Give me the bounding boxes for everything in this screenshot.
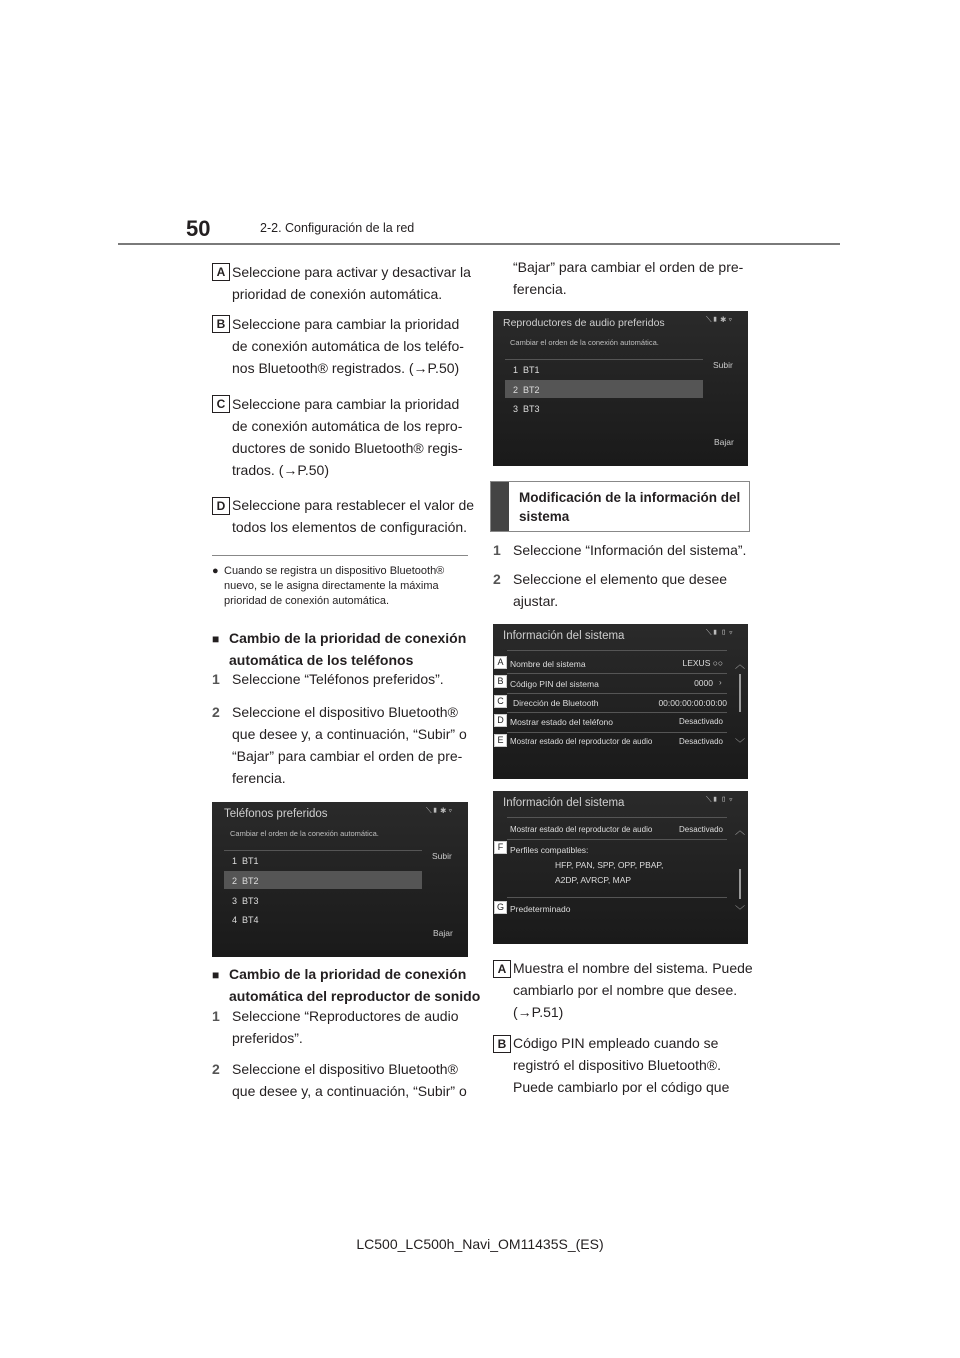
item-a-text: Seleccione para activar y desactivar la prioridad de conexión automática. — [232, 264, 471, 302]
row-audio-status-value[interactable]: Desactivado — [678, 737, 723, 746]
divider — [507, 673, 727, 674]
scrollbar[interactable] — [739, 869, 741, 899]
label-b: B — [212, 315, 230, 333]
divider — [507, 693, 727, 694]
row-phone-status[interactable]: Mostrar estado del teléfono — [510, 717, 614, 727]
desc-label-b: B — [493, 1035, 511, 1053]
profiles-line-1: HFP, PAN, SPP, OPP, PBAP, — [555, 860, 664, 870]
audio-row-1[interactable]: 1 BT1 — [513, 365, 540, 375]
row-pin-code-value: 0000 — [694, 678, 713, 688]
row-audio-status[interactable]: Mostrar estado del reproductor de audio — [510, 737, 653, 746]
item-b-text: Seleccione para cambiar la prioridad de conexión automática de los teléfo- nos Bluetooth® registrados. (→P.50) — [232, 316, 464, 376]
profiles-line-2: A2DP, AVRCP, MAP — [555, 875, 632, 885]
status-icons: ⟍▮ ✱ ▿ — [706, 315, 733, 324]
status-icons: ⟍▮ ▯ ▿ — [706, 795, 733, 804]
up-button[interactable]: Subir — [713, 360, 733, 370]
section1-title: Cambio de la prioridad de conexión automática de los teléfonos — [229, 630, 467, 668]
chevron-down-icon[interactable]: ﹀ — [735, 906, 745, 917]
section1-step1-num: 1 — [212, 671, 220, 687]
audio-row-2[interactable]: 2 BT2 — [513, 385, 540, 395]
item-d-text: Seleccione para restablecer el valor de todos los elementos de configuración. — [232, 497, 475, 535]
row-audio-status[interactable]: Mostrar estado del reproductor de audio — [510, 825, 653, 834]
chevron-up-icon[interactable]: ︿ — [735, 826, 745, 837]
desc-b-text: Código PIN empleado cuando se registró el dispositivo Bluetooth®. Puede cambiarlo por el código que — [513, 1035, 730, 1095]
row-bluetooth-address-value: 00:00:00:00:00:00 — [658, 698, 727, 708]
item-c-text: Seleccione para cambiar la prioridad de conexión automática de los repro- ductores de sonido Bluetooth® regis- trados. (→P.50) — [232, 396, 463, 478]
divider — [507, 712, 727, 713]
divider — [224, 850, 422, 851]
label-c: C — [212, 395, 230, 413]
page-number: 50 — [186, 216, 211, 241]
chevron-down-icon[interactable]: ﹀ — [735, 739, 745, 750]
screen2-title: Reproductores de audio preferidos — [503, 317, 665, 329]
screen-label-f: F — [494, 841, 507, 854]
screen-label-c: C — [494, 695, 507, 708]
screen1-subtitle: Cambiar el orden de la conexión automática. — [230, 829, 379, 838]
section2-step2-continued: “Bajar” para cambiar el orden de pre- ferencia. — [513, 259, 744, 297]
note-text: Cuando se registra un dispositivo Bluetooth® nuevo, se le asigna directamente la máxima prioridad de conexión automática. — [224, 565, 445, 607]
heading-bar — [491, 482, 509, 531]
scrollbar[interactable] — [739, 674, 741, 712]
section2-step1: Seleccione “Reproductores de audio preferidos”. — [232, 1008, 459, 1046]
section2-title: Cambio de la prioridad de conexión automática del reproductor de sonido — [229, 966, 481, 1004]
divider — [507, 839, 727, 840]
phone-row-2[interactable]: 2 BT2 — [232, 876, 259, 886]
note-bullet: ● — [212, 565, 219, 577]
phone-row-4[interactable]: 4 BT4 — [232, 915, 259, 925]
up-button[interactable]: Subir — [432, 851, 452, 861]
down-button[interactable]: Bajar — [433, 928, 453, 938]
screen-label-d: D — [494, 714, 507, 727]
screen2-subtitle: Cambiar el orden de la conexión automática. — [510, 338, 659, 347]
note-rule — [212, 555, 468, 556]
desc-a-text: Muestra el nombre del sistema. Puede cambiarlo por el nombre que desee. (→P.51) — [513, 960, 753, 1020]
divider — [507, 817, 727, 818]
section1-step1: Seleccione “Teléfonos preferidos”. — [232, 671, 444, 687]
screen-preferred-phones — [212, 802, 468, 957]
chevron-up-icon[interactable]: ︿ — [735, 660, 745, 671]
section-heading-box — [490, 481, 750, 532]
section1-step2-num: 2 — [212, 704, 220, 720]
right-step2: Seleccione el elemento que desee ajustar. — [513, 571, 728, 609]
audio-row-3[interactable]: 3 BT3 — [513, 404, 540, 414]
label-a: A — [212, 263, 230, 281]
row-system-name-value: LEXUS ○○ — [682, 658, 723, 668]
right-step1-num: 1 — [493, 542, 501, 558]
screen-system-info-2 — [493, 791, 748, 944]
section2-marker: ■ — [212, 968, 220, 982]
screen1-title: Teléfonos preferidos — [224, 808, 328, 820]
divider — [507, 650, 727, 651]
row-system-name[interactable]: Nombre del sistema — [510, 659, 586, 669]
row-phone-status-value[interactable]: Desactivado — [678, 717, 723, 726]
screen-preferred-audio-players — [493, 311, 748, 466]
right-step1: Seleccione “Información del sistema”. — [513, 542, 747, 558]
right-step2-num: 2 — [493, 571, 501, 587]
section2-step2: Seleccione el dispositivo Bluetooth® que desee y, a continuación, “Subir” o — [232, 1061, 467, 1099]
label-d: D — [212, 497, 230, 515]
divider — [505, 359, 703, 360]
chevron-right-icon: › — [719, 678, 722, 687]
down-button[interactable]: Bajar — [714, 437, 734, 447]
row-pin-code[interactable]: Código PIN del sistema — [510, 679, 599, 689]
section-heading: Modificación de la información del sistema — [519, 490, 741, 524]
screen-label-b: B — [494, 675, 507, 688]
section1-step2: Seleccione el dispositivo Bluetooth® que desee y, a continuación, “Subir” o “Bajar” para cambiar el orden de pre- ferencia. — [232, 704, 467, 786]
status-icons: ⟍▮ ✱ ▿ — [426, 806, 453, 815]
row-audio-status-value[interactable]: Desactivado — [678, 825, 723, 834]
section2-step1-num: 1 — [212, 1008, 220, 1024]
screen-label-g: G — [494, 901, 507, 914]
section2-step2-num: 2 — [212, 1061, 220, 1077]
divider — [507, 897, 727, 898]
screen4-title: Información del sistema — [503, 797, 625, 809]
screen-system-info-1 — [493, 624, 748, 779]
phone-row-3[interactable]: 3 BT3 — [232, 896, 259, 906]
screen-label-a: A — [494, 656, 507, 669]
divider — [507, 732, 727, 733]
row-compatible-profiles: Perfiles compatibles: — [510, 845, 589, 855]
chapter-title: 2-2. Configuración de la red — [260, 221, 415, 235]
phone-row-1[interactable]: 1 BT1 — [232, 856, 259, 866]
footer-doc-id: LC500_LC500h_Navi_OM11435S_(ES) — [356, 1236, 604, 1252]
header-rule — [118, 243, 840, 245]
status-icons: ⟍▮ ▯ ▿ — [706, 628, 733, 637]
row-default[interactable]: Predeterminado — [510, 904, 571, 914]
row-bluetooth-address: Dirección de Bluetooth — [513, 698, 599, 708]
screen3-title: Información del sistema — [503, 630, 625, 642]
screen-label-e: E — [494, 734, 507, 747]
section1-marker: ■ — [212, 632, 220, 646]
desc-label-a: A — [493, 960, 511, 978]
